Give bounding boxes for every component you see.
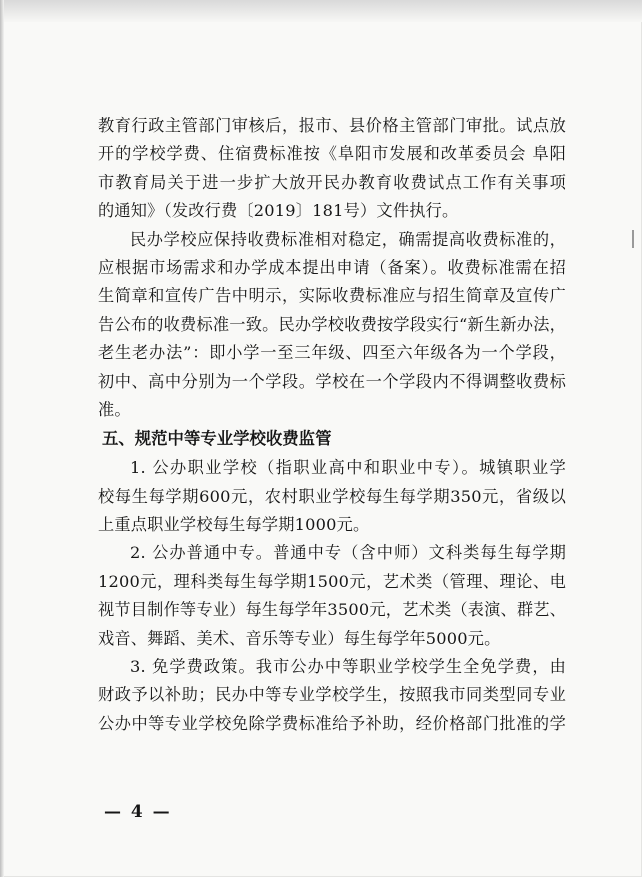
section-heading: 五、规范中等专业学校收费监管 — [102, 429, 332, 449]
text-line: 民办学校应保持收费标准相对稳定，确需提高收费标准的， — [130, 229, 566, 249]
page-number: — 4 — — [104, 802, 172, 822]
scan-margin-mark — [632, 230, 634, 248]
scan-left-edge — [0, 0, 4, 877]
scan-top-shadow — [0, 0, 642, 22]
text-line: 教育行政主管部门审核后，报市、县价格主管部门审批。试点放 — [98, 116, 566, 135]
text-line: 的通知》（发改行费〔2019〕181号）文件执行。 — [98, 201, 459, 221]
text-line: 告公布的收费标准一致。民办学校收费按学段实行“新生新办法， — [98, 314, 566, 334]
text-line: 上重点职业学校每生每学期1000元。 — [98, 515, 370, 535]
text-line: 财政予以补助；民办中等专业学校学生，按照我市同类型同专业 — [98, 685, 566, 705]
text-line: 视节目制作等专业）每生每学年3500元，艺术类（表演、群艺、 — [98, 600, 567, 620]
text-line: 开的学校学费、住宿费标准按《阜阳市发展和改革委员会 阜阳 — [98, 144, 566, 164]
text-line: 应根据市场需求和办学成本提出申请（备案）。收费标准需在招 — [98, 257, 566, 277]
text-line: 戏音、舞蹈、美术、音乐等专业）每生每学年5000元。 — [98, 628, 501, 648]
text-line: 市教育局关于进一步扩大放开民办教育收费试点工作有关事项 — [98, 172, 566, 192]
text-line: 公办中等专业学校免除学费标准给予补助，经价格部门批准的学 — [98, 713, 566, 733]
text-line: 3. 免学费政策。我市公办中等职业学校学生全免学费，由 — [130, 657, 566, 677]
text-line: 校每生每学期600元，农村职业学校每生每学期350元，省级以 — [98, 486, 566, 506]
text-line: 2. 公办普通中专。普通中专（含中师）文科类每生每学期 — [130, 543, 566, 563]
text-line: 生简章和宣传广告中明示，实际收费标准应与招生简章及宣传广 — [98, 286, 566, 306]
text-line: 1. 公办职业学校（指职业高中和职业中专）。城镇职业学 — [130, 458, 566, 478]
text-line: 准。 — [98, 399, 131, 419]
text-line: 初中、高中分别为一个学段。学校在一个学段内不得调整收费标 — [98, 371, 566, 391]
text-line: 老生老办法”：即小学一至三年级、四至六年级各为一个学段， — [98, 343, 566, 363]
text-line: 1200元，理科类每生每学期1500元，艺术类（管理、理论、电 — [98, 571, 566, 591]
document-body — [98, 112, 566, 738]
